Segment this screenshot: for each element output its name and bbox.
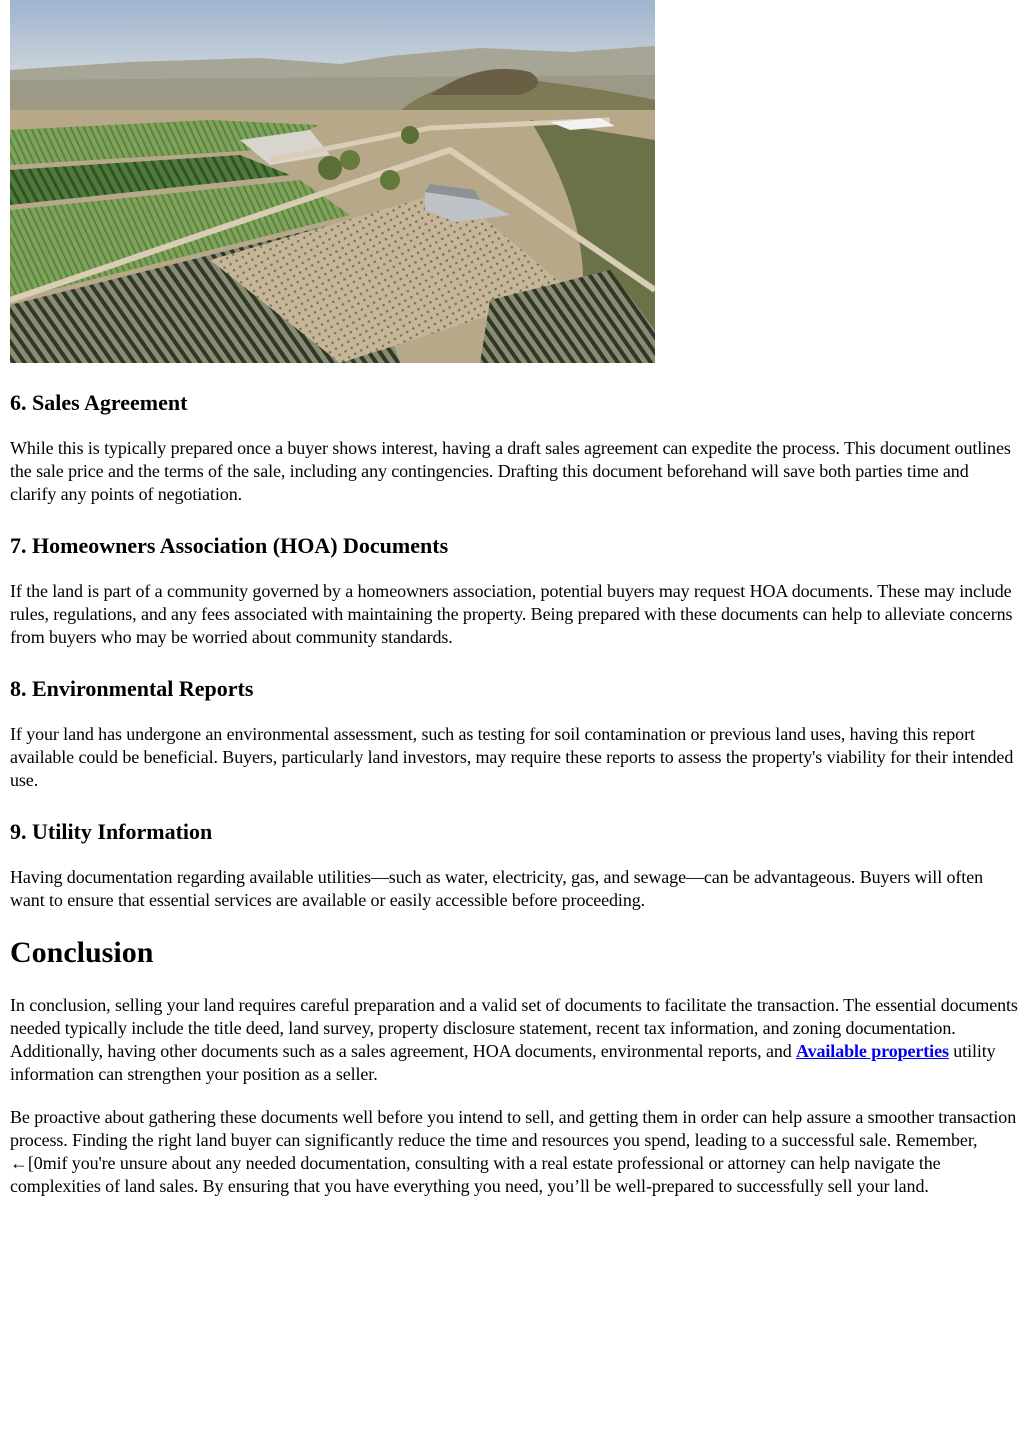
available-properties-link[interactable]: Available properties (796, 1041, 949, 1061)
section-heading-utility-information: 9. Utility Information (10, 819, 213, 844)
section-body-sales-agreement: While this is typically prepared once a buyer shows interest, having a draft sales agreement can expedite the process. This document outlines the sale price and the terms of the sale, including any contingencies. Drafting this document beforehand will save both parties time and clarify any points of negotiation. (10, 438, 1011, 504)
section-body-environmental-reports: If your land has undergone an environmental assessment, such as testing for soil contamination or previous land uses, having this report available could be beneficial. Buyers, particularly land investors, may require these reports to assess the property's viability for their intended use. (10, 724, 1014, 790)
section-heading-hoa-documents: 7. Homeowners Association (HOA) Documents (10, 533, 449, 558)
conclusion-text-before-link: In conclusion, selling your land requires careful preparation and a valid set of documents to facilitate the transaction. The essential documents needed typically include the title deed, land survey, property disclosure statement, recent tax information, and zoning documentation. Additionally, having other documents such as a sales agreement, HOA documents, environmental reports, and (10, 995, 1018, 1061)
farmland-photo (10, 0, 655, 363)
section-heading-environmental-reports: 8. Environmental Reports (10, 676, 254, 701)
section-heading-sales-agreement: 6. Sales Agreement (10, 390, 188, 415)
conclusion-text-after-link: utility information can strengthen your position as a seller. (10, 1041, 996, 1084)
conclusion-paragraph-1 (10, 994, 1018, 1086)
section-body-hoa-documents: If the land is part of a community governed by a homeowners association, potential buyers may request HOA documents. These may include rules, regulations, and any fees associated with maintaining the property. Being prepared with these documents can help to alleviate concerns from buyers who may be worried about community standards. (10, 581, 1013, 647)
section-body-utility-information: Having documentation regarding available utilities—such as water, electricity, gas, and sewage—can be advantageous. Buyers will often want to ensure that essential services are available or easily accessible before proceeding. (10, 867, 983, 910)
aerial-farmland-image (10, 0, 655, 363)
conclusion-heading: Conclusion (10, 936, 154, 969)
conclusion-paragraph-2: Be proactive about gathering these documents well before you intend to sell, and getting them in order can help assure a smoother transaction process. Finding the right land buyer can significantly reduce the time and resources you spend, leading to a successful sale. Remember, ←[0mif you're unsure about any needed documentation, consulting with a real estate professional or attorney can help navigate the complexities of land sales. By ensuring that you have everything you need, you’ll be well-prepared to successfully sell your land. (10, 1107, 1017, 1196)
article (10, 0, 1018, 1198)
